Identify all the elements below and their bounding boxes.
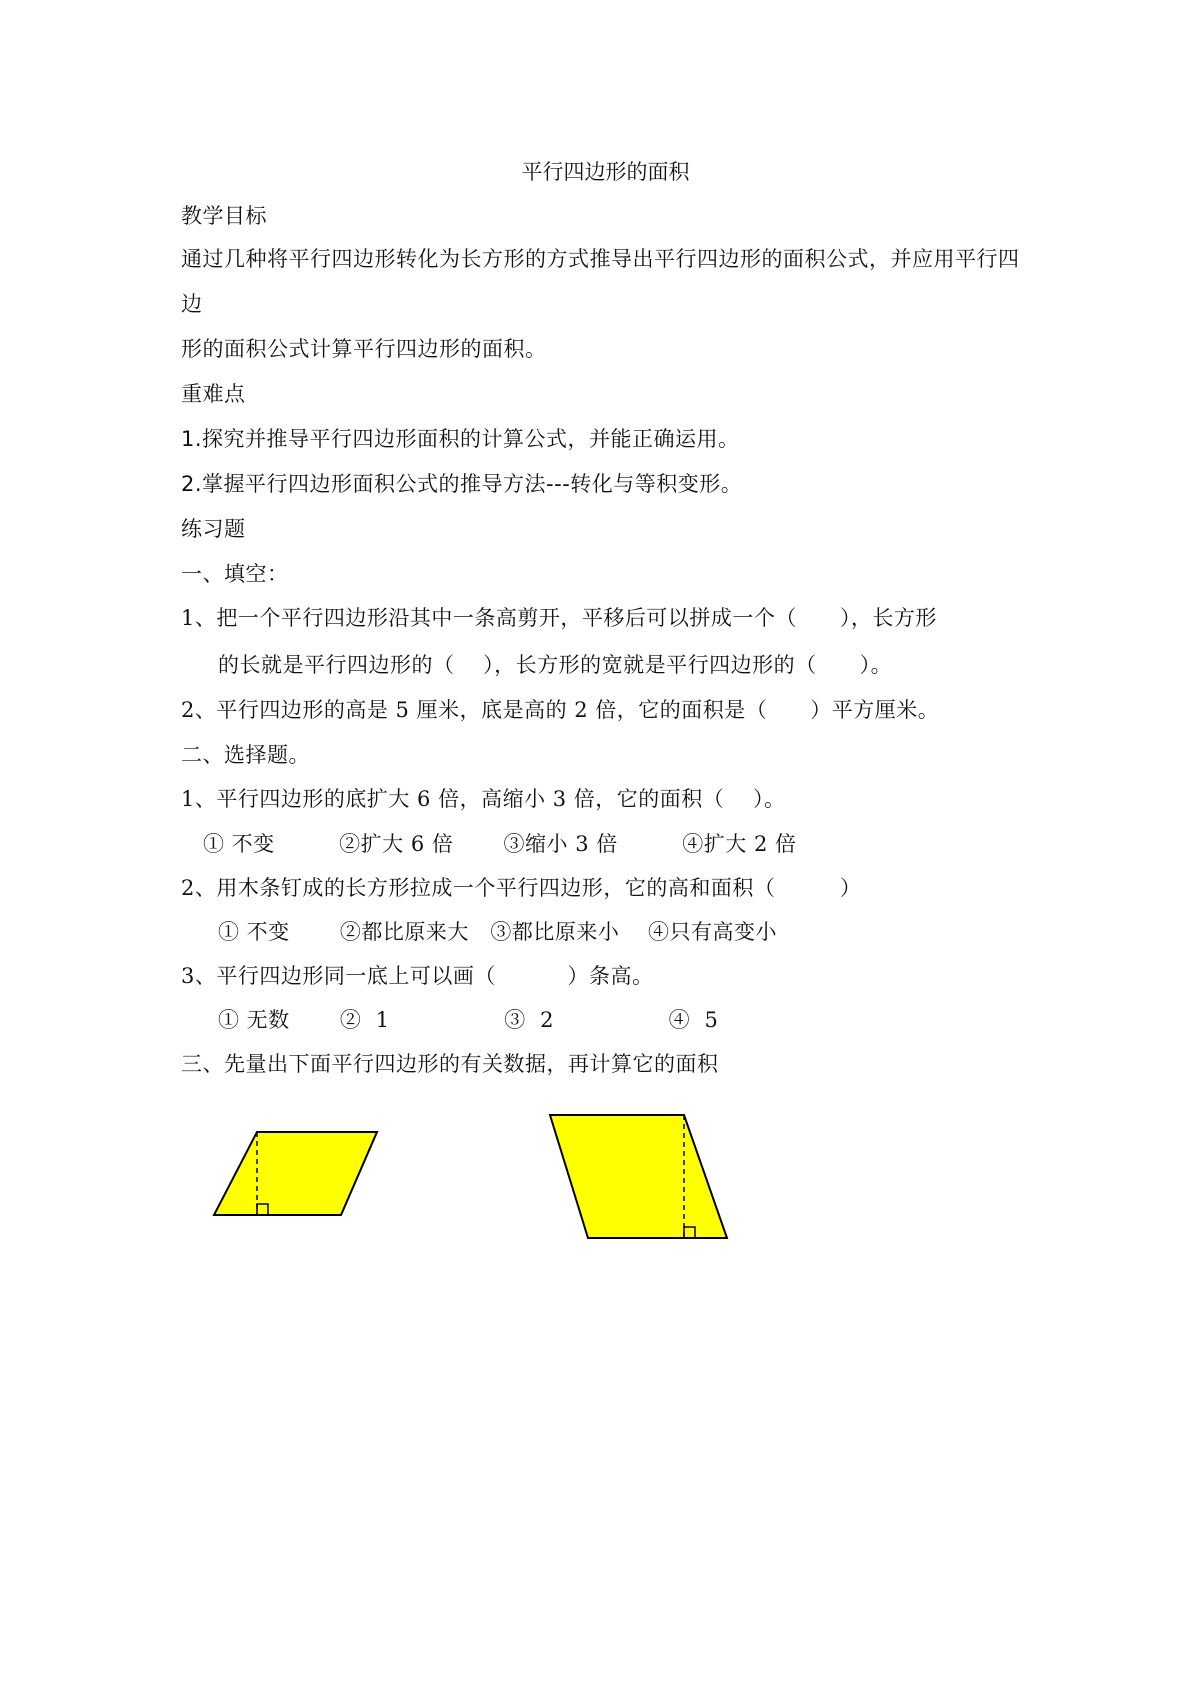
choice-q1: 1、平行四边形的底扩大 6 倍，高缩小 3 倍，它的面积（ ）。 <box>181 787 786 811</box>
choice-q3: 3、平行四边形同一底上可以画（ ）条高。 <box>181 964 654 988</box>
fill-blank-q1-line-2: 的长就是平行四边形的（ ），长方形的宽就是平行四边形的（ ）。 <box>218 653 893 677</box>
choice-q2: 2、用木条钉成的长方形拉成一个平行四边形，它的高和面积（ ） <box>181 876 862 900</box>
objective-text-line-2: 边 <box>181 292 203 316</box>
fill-blank-q1-line-1: 1、把一个平行四边形沿其中一条高剪开，平移后可以拼成一个（ ），长方形 <box>181 606 937 630</box>
page-title: 平行四边形的面积 <box>521 160 690 184</box>
parallelogram-2-shape <box>550 1115 727 1238</box>
key-point-1: 1.探究并推导平行四边形面积的计算公式，并能正确运用。 <box>181 427 740 451</box>
choice-q3-options: ① 无数 ② 1 ③ 2 ④ 5 <box>218 1008 719 1032</box>
choice-heading: 二、选择题。 <box>181 743 310 767</box>
objectives-heading: 教学目标 <box>181 204 267 228</box>
key-points-heading: 重难点 <box>181 382 246 406</box>
choice-q1-options: ① 不变 ②扩大 6 倍 ③缩小 3 倍 ④扩大 2 倍 <box>203 832 797 856</box>
parallelogram-figure-1 <box>210 1125 390 1225</box>
key-point-2: 2.掌握平行四边形面积公式的推导方法---转化与等积变形。 <box>181 472 743 496</box>
exercises-heading: 练习题 <box>181 517 246 541</box>
fill-blank-q2: 2、平行四边形的高是 5 厘米，底是高的 2 倍，它的面积是（ ）平方厘米。 <box>181 698 940 722</box>
measure-heading: 三、先量出下面平行四边形的有关数据，再计算它的面积 <box>181 1052 719 1076</box>
objective-text-line-3: 形的面积公式计算平行四边形的面积。 <box>181 337 547 361</box>
parallelogram-figure-2 <box>545 1112 735 1252</box>
fill-blank-heading: 一、填空： <box>181 562 289 586</box>
objective-text-line-1: 通过几种将平行四边形转化为长方形的方式推导出平行四边形的面积公式，并应用平行四 <box>181 247 1020 271</box>
choice-q2-options: ① 不变 ②都比原来大 ③都比原来小 ④只有高变小 <box>218 920 778 944</box>
parallelogram-1-shape <box>214 1132 377 1215</box>
